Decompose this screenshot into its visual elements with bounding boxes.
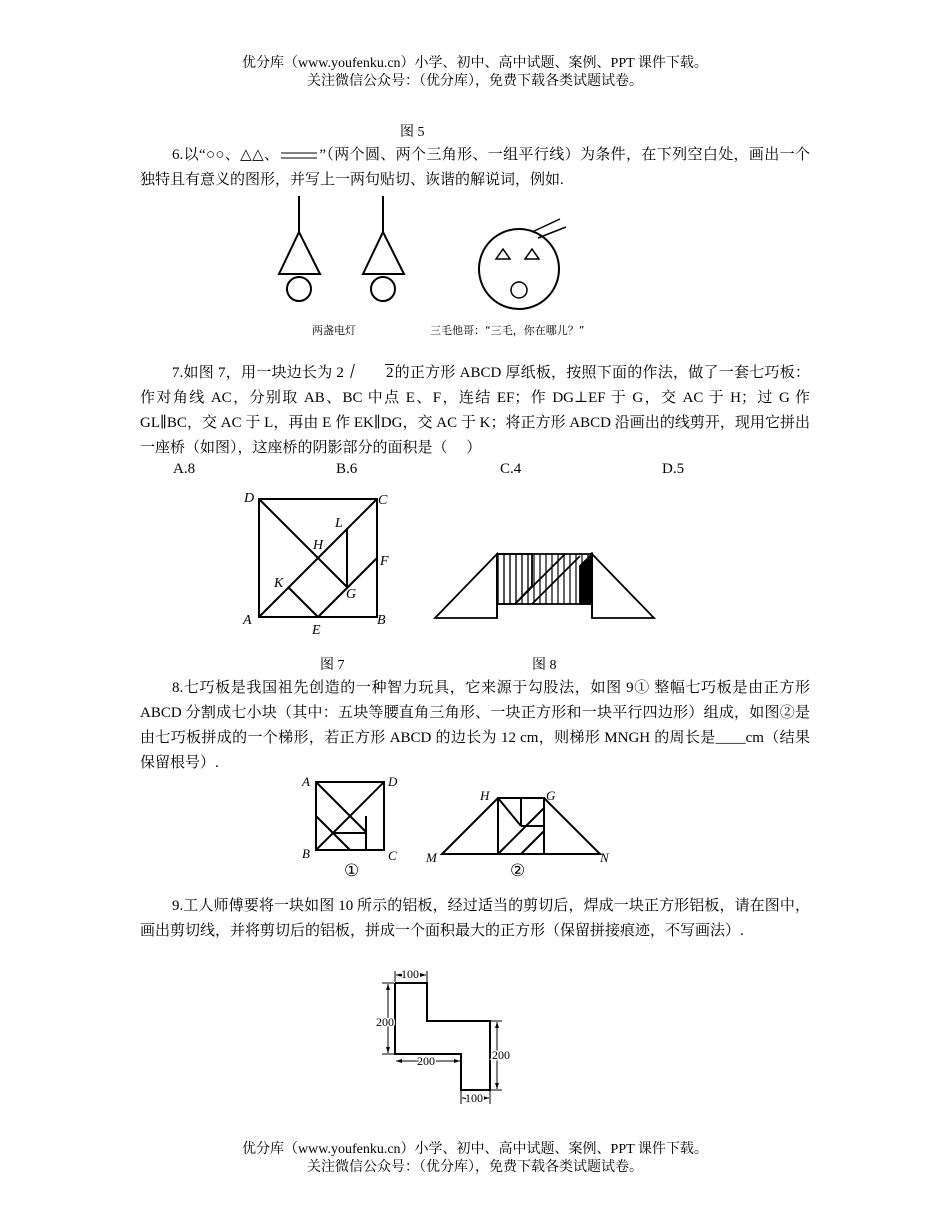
q7-option-b: B.6	[336, 461, 358, 477]
q7-option-a: A.8	[173, 461, 196, 477]
q6-text-b: ”（两个圆、两个三角形、一组平行线）为条件，在下列空白处，画出一个独特且有意义的图形，并写上一两句贴切、诙谐的解说词，例如.	[140, 147, 810, 188]
face-icon	[479, 219, 566, 309]
figure-7-tangram	[240, 488, 400, 638]
label-H: H	[313, 538, 324, 553]
label-H: H	[480, 788, 490, 803]
label-A: A	[243, 613, 252, 628]
figure-8-caption: 图 8	[532, 658, 557, 673]
footer-line-2: 关注微信公众号：（优分库），免费下载各类试题试卷。	[307, 1160, 643, 1175]
figure-7-caption: 图 7	[320, 658, 345, 673]
dim-bottom: 100	[465, 1091, 483, 1105]
label-A: A	[302, 774, 310, 789]
question-7-text	[140, 361, 810, 461]
q7-option-d: D.5	[662, 461, 685, 477]
figure-8-bridge	[430, 546, 660, 624]
parallel-lines-icon	[279, 150, 319, 162]
label-F: F	[380, 554, 389, 569]
sqrt-symbol	[344, 361, 395, 386]
figure-9-1-tangram	[298, 772, 408, 880]
q6-text-a: 6.以“○○、△△、	[172, 147, 280, 163]
question-8-text: 8.七巧板是我国祖先创造的一种智力玩具，它来源于勾股法，如图 9① 整幅七巧板是由正方形 ABCD 分割成七小块（其中：五块等腰直角三角形、一块正方形和一块平行四边形）组成，如图②是由七巧板拼成的一个梯形，若正方形 ABCD 的边长为 12 cm，则梯形 MNGH 的周长是____cm（结果保留根号）.	[140, 680, 810, 771]
label-C: C	[388, 848, 397, 863]
header-line-2: 关注微信公众号：（优分库），免费下载各类试题试卷。	[307, 74, 643, 89]
q7-text-1: 7.如图 7，用一块边长为 2	[172, 365, 344, 381]
figure-number-2: ②	[510, 861, 526, 880]
label-M: M	[426, 850, 437, 865]
figure-9-2-trapezoid	[424, 786, 620, 880]
dim-left: 200	[376, 1015, 394, 1029]
label-D: D	[244, 491, 255, 506]
label-D: D	[388, 774, 398, 789]
q6-example-figure	[270, 192, 590, 317]
label-G: G	[546, 788, 556, 803]
caption-face: 三毛他哥：“三毛，你在哪儿？”	[430, 324, 585, 337]
figure-5-caption: 图 5	[400, 125, 425, 140]
lamp-icon	[279, 196, 320, 301]
q7-option-c: C.4	[500, 461, 522, 477]
label-G: G	[346, 587, 357, 602]
label-C: C	[378, 493, 388, 508]
header-line-1: 优分库（www.youfenku.cn）小学、初中、高中试题、案例、PPT 课件下载。	[242, 56, 708, 71]
lamp-icon	[363, 196, 404, 301]
footer-line-1: 优分库（www.youfenku.cn）小学、初中、高中试题、案例、PPT 课件下载。	[242, 1142, 708, 1157]
dim-top: 100	[401, 967, 419, 981]
figure-10-plate	[370, 966, 520, 1110]
dim-middle: 200	[417, 1054, 435, 1068]
label-N: N	[600, 850, 609, 865]
q7-text-2: 的正方形 ABCD 厚纸板，按照下面的作法，做了一套七巧板：作对角线 AC，分别取 AB、BC 中点 E、F，连结 EF；作 DG⊥EF 于 G，交 AC 于 H；过 G 作 GL∥BC，交 AC 于 L，再由 E 作 EK∥DG，交 AC 于 K；将正方形 ABCD 沿画出的线剪开，现用它拼出一座桥（如图），这座桥的阴影部分的面积是（ ）	[140, 365, 810, 456]
label-E: E	[312, 623, 321, 638]
figure-number-1: ①	[344, 861, 360, 880]
question-9-text: 9.工人师傅要将一块如图 10 所示的铝板，经过适当的剪切后，焊成一块正方形铝板，请在图中，画出剪切线，并将剪切后的铝板，拼成一个面积最大的正方形（保留拼接痕迹，不写画法）.	[140, 898, 810, 939]
dim-right: 200	[492, 1048, 510, 1062]
caption-lamps: 两盏电灯	[312, 324, 356, 337]
label-B: B	[377, 613, 386, 628]
label-B: B	[302, 846, 310, 861]
question-6-text	[140, 143, 810, 193]
sqrt-argument: 2	[385, 365, 394, 381]
label-L: L	[335, 516, 343, 531]
label-K: K	[274, 576, 284, 591]
